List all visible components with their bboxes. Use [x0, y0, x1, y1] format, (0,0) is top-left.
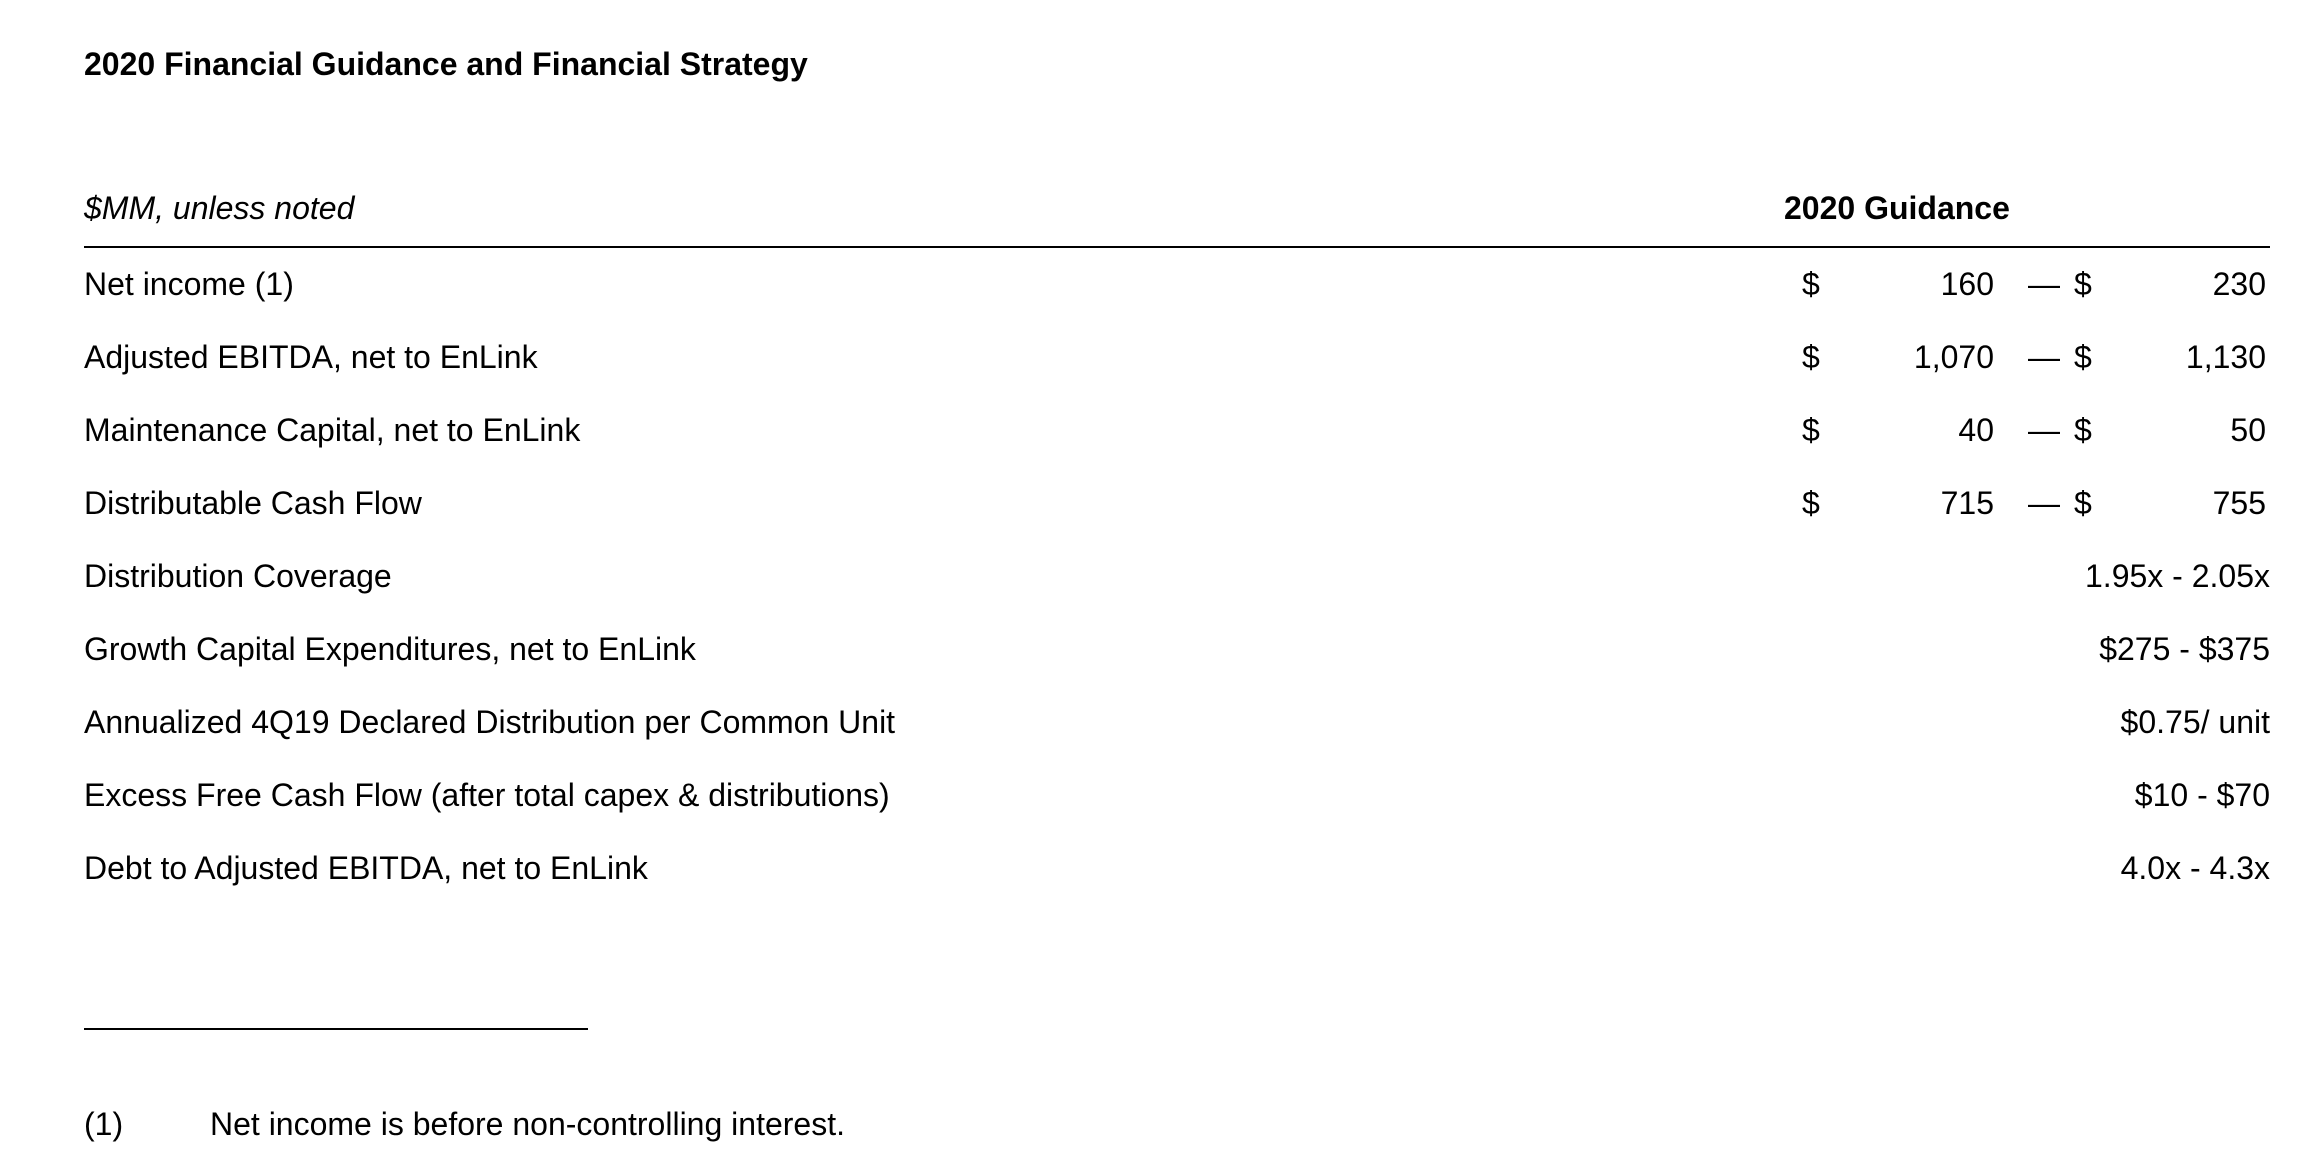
row-label: Distribution Coverage [84, 558, 392, 594]
range-high-value: 50 [2230, 412, 2266, 448]
guidance-value: 4.0x - 4.3x [2120, 850, 2270, 886]
currency-symbol-low: $ [1802, 339, 1820, 375]
currency-symbol-low: $ [1802, 485, 1820, 521]
footnote-marker: (1) [84, 1106, 124, 1142]
range-dash: — [2028, 339, 2060, 375]
guidance-value: $0.75/ unit [2120, 704, 2270, 740]
guidance-value: $10 - $70 [2134, 777, 2270, 813]
table-row-distribution-coverage [84, 548, 2270, 621]
row-label: Annualized 4Q19 Declared Distribution per Common Unit [84, 704, 896, 740]
row-label: Adjusted EBITDA, net to EnLink [84, 339, 538, 375]
table-row-adjusted-ebitda [84, 329, 2270, 402]
guidance-value: $275 - $375 [2099, 631, 2270, 667]
table-row-excess-free-cash-flow [84, 767, 2270, 840]
header-divider [84, 246, 2270, 248]
table-row-declared-distribution [84, 694, 2270, 767]
row-label: Excess Free Cash Flow (after total capex & distributions) [84, 777, 890, 813]
table-row-net-income [84, 256, 2270, 329]
table-row-maintenance-capital [84, 402, 2270, 475]
currency-symbol-high: $ [2074, 412, 2092, 448]
range-low-value: 1,070 [1913, 339, 1994, 375]
table-row-distributable-cash-flow [84, 475, 2270, 548]
row-label: Debt to Adjusted EBITDA, net to EnLink [84, 850, 648, 886]
footnote [84, 1102, 984, 1146]
units-note: $MM, unless noted [84, 190, 355, 226]
currency-symbol-high: $ [2074, 266, 2092, 302]
range-low-value: 160 [1940, 266, 1994, 302]
range-low-value: 40 [1958, 412, 1994, 448]
currency-symbol-low: $ [1802, 412, 1820, 448]
row-label: Maintenance Capital, net to EnLink [84, 412, 581, 448]
footnote-text: Net income is before non-controlling interest. [210, 1106, 845, 1142]
range-low-value: 715 [1940, 485, 1994, 521]
row-label: Growth Capital Expenditures, net to EnLink [84, 631, 696, 667]
currency-symbol-high: $ [2074, 339, 2092, 375]
guidance-table-body [84, 256, 2270, 913]
range-high-value: 755 [2212, 485, 2266, 521]
row-label: Net income (1) [84, 266, 294, 302]
document-title: 2020 Financial Guidance and Financial Strategy [84, 46, 808, 82]
guidance-column-header: 2020 Guidance [1784, 190, 2010, 226]
currency-symbol-low: $ [1802, 266, 1820, 302]
currency-symbol-high: $ [2074, 485, 2092, 521]
row-label: Distributable Cash Flow [84, 485, 422, 521]
range-high-value: 230 [2212, 266, 2266, 302]
range-dash: — [2028, 266, 2060, 302]
table-header-row [84, 186, 2270, 230]
table-row-debt-to-ebitda [84, 840, 2270, 913]
table-row-growth-capex [84, 621, 2270, 694]
range-dash: — [2028, 485, 2060, 521]
footnote-divider [84, 1028, 588, 1030]
range-high-value: 1,130 [2185, 339, 2266, 375]
guidance-value: 1.95x - 2.05x [2085, 558, 2270, 594]
range-dash: — [2028, 412, 2060, 448]
